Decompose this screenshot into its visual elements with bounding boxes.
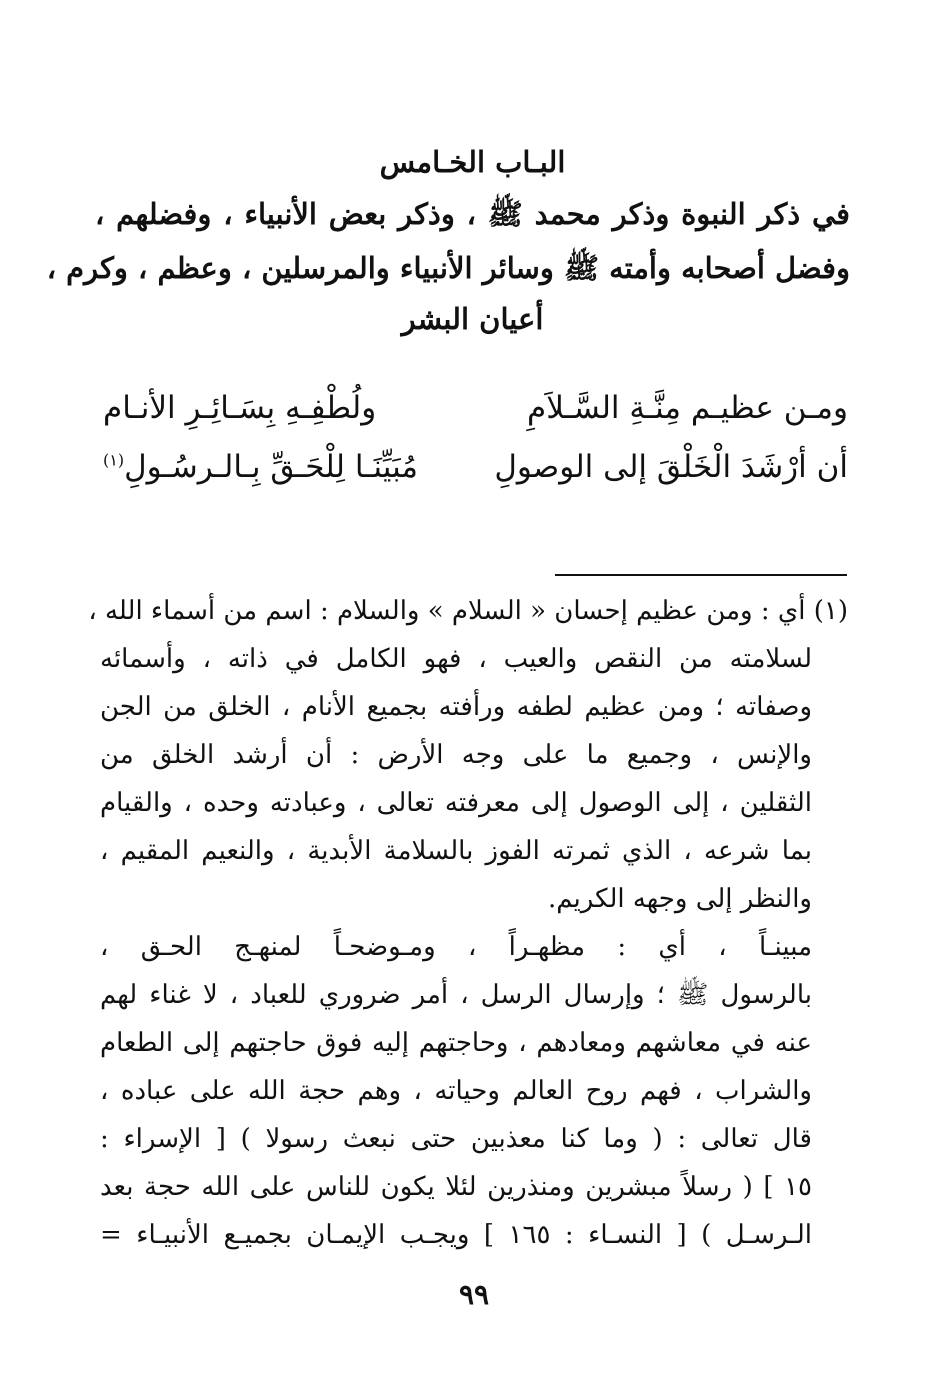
verse-first-hemistich: ومـن عظيـم مِنَّـةِ السَّـلاَمِ [527,390,848,426]
footnote-separator [555,574,847,576]
footnote-line: مبينـاً ، أي : مظهـراً ، ومـوضحـاً لمنهـج الحـق ، [100,932,812,962]
verse-second-hemistich [103,449,419,485]
footnote-line: والنظر إلى وجهه الكريم. [547,884,812,914]
footnote-line: عنه في معاشهم ومعادهم ، وحاجتهم إليه فوق حاجتهم إلى الطعام [100,1028,812,1058]
footnote-line: ١٥ ] ( رسلاً مبشرين ومنذرين لئلا يكون للناس على الله حجة بعد [100,1172,812,1202]
verse-second-hemistich: ولُطْفِـهِ بِسَـائِـرِ الأنـام [103,390,377,426]
footnote-line: قال تعالى : ( وما كنا معذبين حتى نبعث رسولا ) [ الإسراء : [100,1124,812,1154]
verse-first-hemistich: أن أرْشَدَ الْخَلْقَ إلى الوصولِ [494,449,848,485]
footnote-line: لسلامته من النقص والعيب ، فهو الكامل في ذاته ، وأسمائه [100,644,812,674]
chapter-subtitle-line: أعيان البشر [401,302,544,336]
page-number: ٩٩ [458,1278,490,1311]
footnote-line: (١) أي : ومن عظيم إحسان « السلام » والسلام : اسم من أسماء الله ، [88,596,848,626]
footnote-line: وصفاته ؛ ومن عظيم لطفه ورأفته بجميع الأنام ، الخلق من الجن [100,692,812,722]
footnote-line: الـرسـل ) [ النسـاء : ١٦٥ ] ويجـب الإيمـان بجميـع الأنبيـاء = [100,1220,812,1250]
chapter-subtitle-line: في ذكر النبوة وذكر محمد ﷺ ، وذكر بعض الأنبياء ، وفضلهم ، [95,197,850,231]
chapter-subtitle-line: وفضل أصحابه وأمته ﷺ وسائر الأنبياء والمرسلين ، وعظم ، وكرم ، [46,251,850,285]
verse-text: مُبَيِّنَـا لِلْحَـقِّ بِـالـرسُـولِ [124,449,419,485]
footnote-line: والإنس ، وجميع ما على وجه الأرض : أن أرشد الخلق من [100,740,812,770]
footnote-marker: (١) [103,450,125,470]
footnote-line: والشراب ، فهم روح العالم وحياته ، وهم حجة الله على عباده ، [100,1076,812,1106]
footnote-line: بما شرعه ، الذي ثمرته الفوز بالسلامة الأبدية ، والنعيم المقيم ، [100,836,812,866]
chapter-title: البـاب الخـامس [379,145,566,179]
footnote-line: الثقلين ، إلى الوصول إلى معرفته تعالى ، وعبادته وحده ، والقيام [100,788,812,818]
footnote-line: بالرسول ﷺ ؛ وإرسال الرسل ، أمر ضروري للعباد ، لا غناء لهم [100,980,812,1010]
